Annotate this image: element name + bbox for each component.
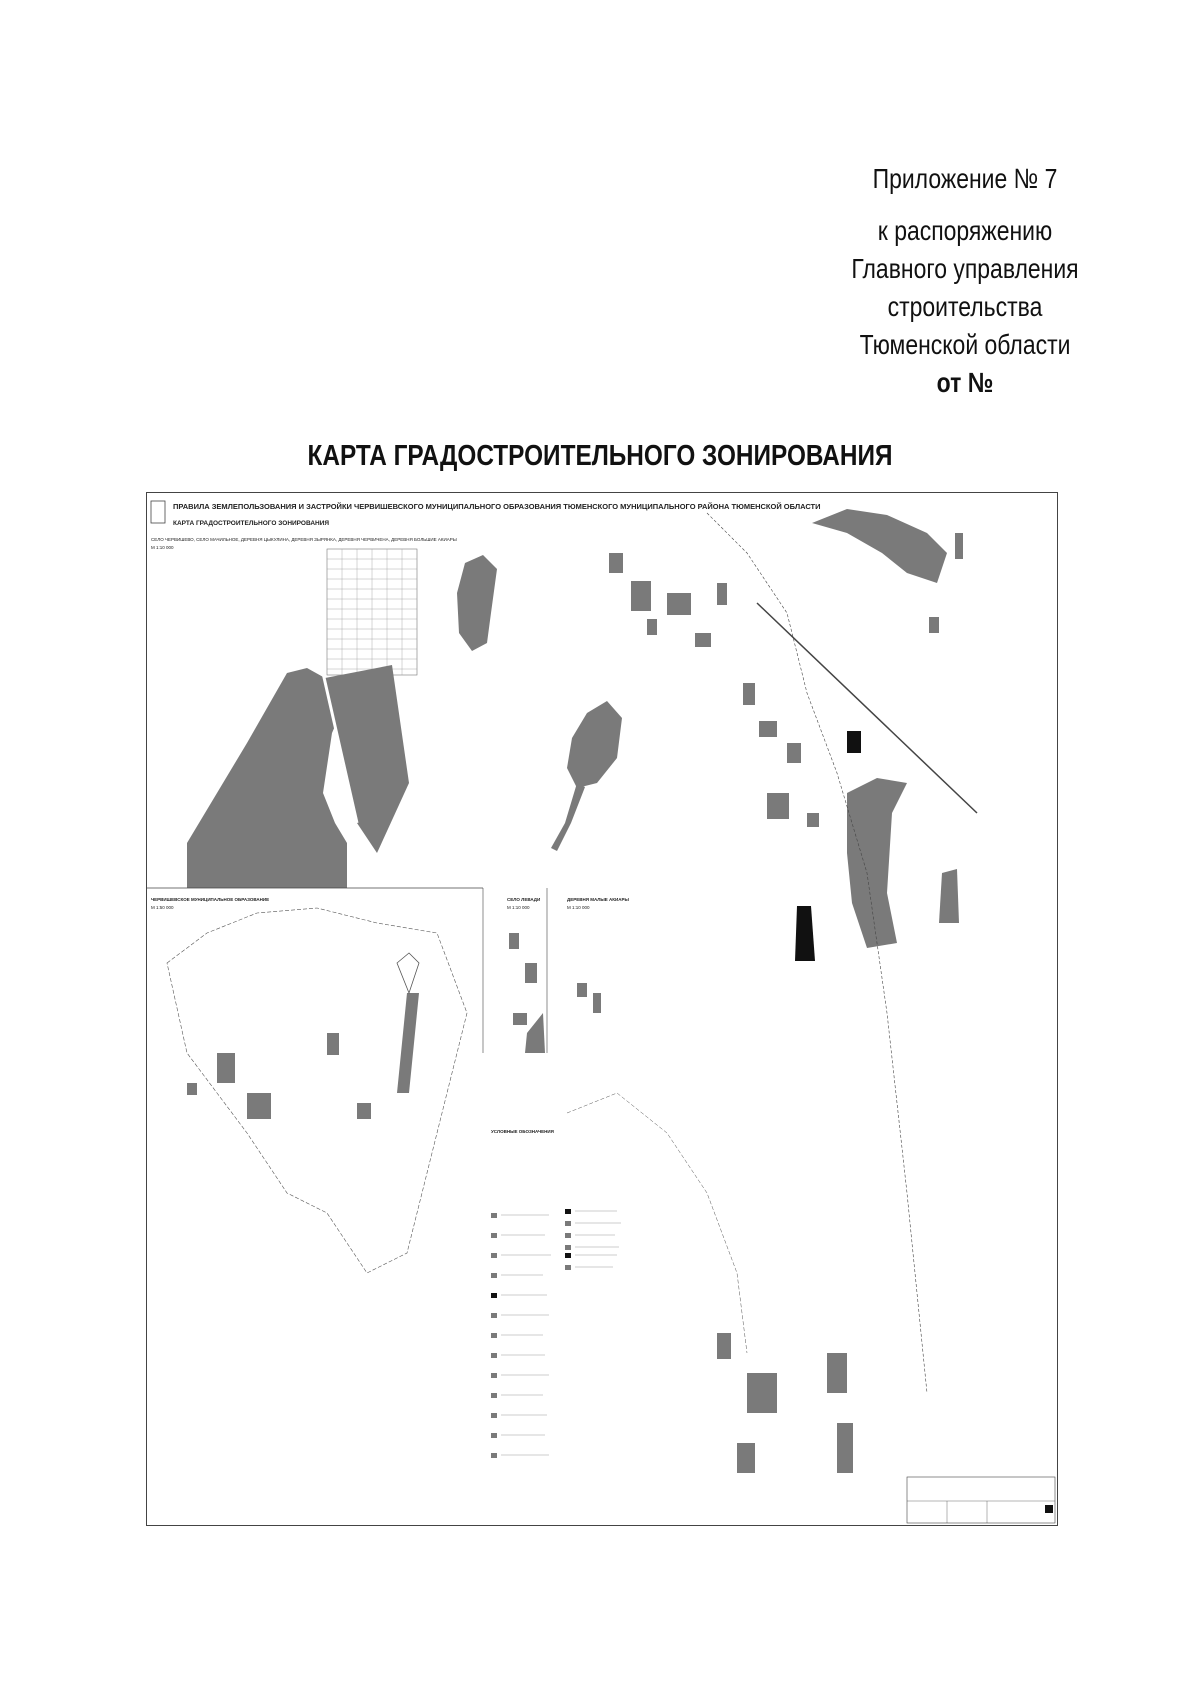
levadi-zones — [509, 933, 545, 1053]
sheet-logo — [151, 501, 165, 523]
zone-west-strip — [325, 665, 409, 853]
map-drawing — [147, 493, 1057, 1525]
fragment-scale-municipal: М 1:50 000 — [151, 905, 174, 910]
lake-north — [457, 555, 497, 651]
fragment-label-levadi: СЕЛО ЛЕВАДИ — [507, 897, 541, 902]
title-block — [907, 1477, 1055, 1523]
municipal-boundary — [167, 908, 467, 1273]
order-line-1: к распоряжению — [877, 215, 1053, 246]
southeast-zones — [717, 1333, 853, 1473]
zone-central-tail — [551, 783, 585, 851]
highway-east — [757, 603, 977, 813]
fragment-label-municipal: ЧЕРВИШЕВСКОЕ МУНИЦИПАЛЬНОЕ ОБРАЗОВАНИЕ — [151, 897, 270, 902]
document-title: КАРТА ГРАДОСТРОИТЕЛЬНОГО ЗОНИРОВАНИЯ — [307, 440, 893, 472]
zone-west-large — [187, 668, 347, 888]
zone-east-dark-block — [795, 906, 815, 961]
settlement-east — [743, 617, 939, 827]
order-line-2: Главного управления строительства — [851, 253, 1079, 322]
fragment-scale-levadi: М 1:10 000 — [507, 905, 530, 910]
annex-header — [830, 160, 1101, 402]
order-date-number: от № — [936, 367, 994, 398]
order-line-3: Тюменской области — [859, 329, 1071, 360]
zone-east-dark — [847, 731, 861, 753]
legend-title: УСЛОВНЫЕ ОБОЗНАЧЕНИЯ — [491, 1129, 554, 1134]
border-line-east — [707, 513, 927, 1393]
fragment-label-akiary: ДЕРЕВНЯ МАЛЫЕ АКИАРЫ — [567, 897, 629, 902]
fragment-scale-main: М 1:10 000 — [151, 545, 174, 550]
fragment-label-main: СЕЛО ЧЕРВИШЕВО, СЕЛО МАЧИЛЬНОЕ, ДЕРЕВНЯ ЦЫКУЛИНА, ДЕРЕВНЯ ЗЫРЯНКА, ДЕРЕВНЯ ЧЕРВИЧЕНА, ДЕРЕВНЯ БОЛЬШИЕ АКИАРЫ — [151, 537, 457, 542]
zoning-map — [146, 492, 1058, 1526]
annex-number: Приложение № 7 — [872, 163, 1058, 194]
legend-swatches-dark — [491, 1209, 571, 1298]
zone-central — [567, 701, 622, 788]
municipal-zones — [187, 993, 419, 1119]
legend-swatches-right — [565, 1221, 571, 1270]
lake-municipal — [397, 953, 419, 993]
zone-east-small — [939, 869, 959, 923]
legend-swatches-left — [491, 1213, 497, 1458]
hatched-area — [327, 549, 417, 675]
legend-text-lines — [501, 1211, 621, 1455]
river-northeast — [812, 509, 947, 583]
plot-northeast — [955, 533, 963, 559]
sheet-subtitle: КАРТА ГРАДОСТРОИТЕЛЬНОГО ЗОНИРОВАНИЯ — [173, 520, 330, 527]
settlement-north — [609, 553, 727, 647]
akiary-zones — [577, 983, 601, 1013]
sheet-title: ПРАВИЛА ЗЕМЛЕПОЛЬЗОВАНИЯ И ЗАСТРОЙКИ ЧЕРВИШЕВСКОГО МУНИЦИПАЛЬНОГО ОБРАЗОВАНИЯ ТЮМЕНСКОГО МУНИЦИПАЛЬНОГО РАЙОНА ТЮМЕНСКОЙ ОБЛАСТИ — [173, 502, 821, 511]
legend — [491, 1129, 621, 1458]
zone-east-large — [847, 778, 907, 948]
fragment-scale-akiary: М 1:10 000 — [567, 905, 590, 910]
